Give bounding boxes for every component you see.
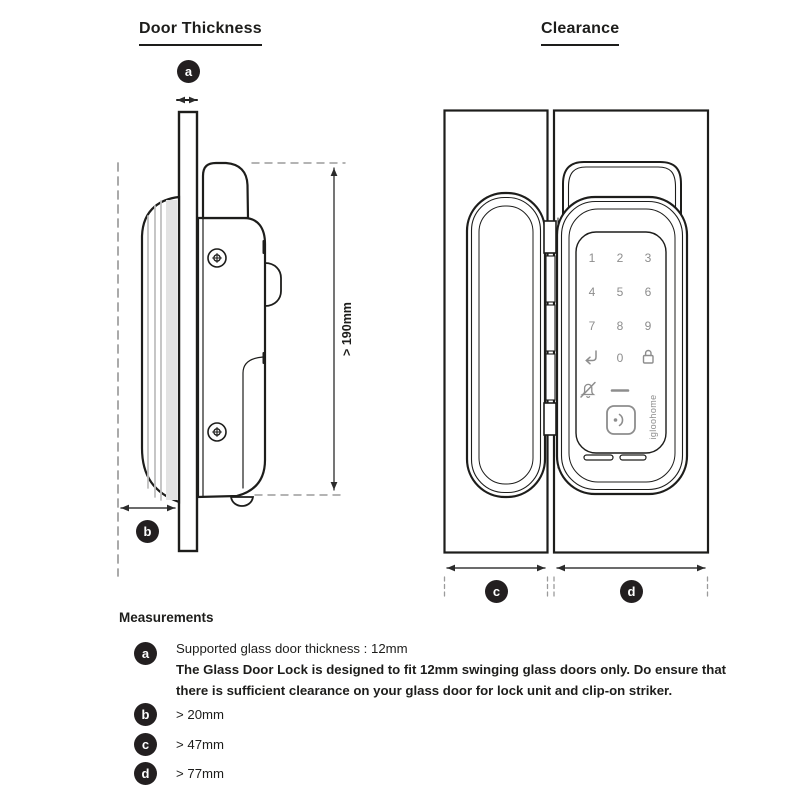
edge-detail-mark — [263, 240, 266, 254]
clamp-hook — [203, 163, 248, 218]
door-thickness-title: Door Thickness — [139, 20, 262, 46]
measurement-a-line1: Supported glass door thickness : 12mm — [176, 641, 408, 656]
glass-door-side — [179, 112, 197, 551]
height-dimension-label: > 190mm — [340, 302, 354, 356]
measurement-d-value: > 77mm — [176, 766, 225, 781]
key-8: 8 — [616, 319, 624, 333]
badge-d-legend: d — [134, 762, 157, 785]
bottom-slot — [584, 455, 613, 460]
rear-unit-shading-band — [166, 200, 177, 500]
side-view-diagram — [118, 100, 354, 576]
key-1: 1 — [588, 251, 596, 265]
key-7: 7 — [588, 319, 596, 333]
measurements-heading: Measurements — [119, 610, 214, 625]
brand-logo-text: igloohome — [648, 394, 658, 440]
key-3: 3 — [644, 251, 652, 265]
key-0: 0 — [616, 351, 624, 365]
badge-c-diagram: c — [485, 580, 508, 603]
measurement-b-value: > 20mm — [176, 707, 225, 722]
key-6: 6 — [644, 285, 652, 299]
dimension-ticks — [445, 577, 708, 596]
clip-on-striker — [467, 193, 545, 497]
badge-d-diagram: d — [620, 580, 643, 603]
key-2: 2 — [616, 251, 624, 265]
key-4: 4 — [588, 285, 596, 299]
clearance-title: Clearance — [541, 20, 619, 46]
key-9: 9 — [644, 319, 652, 333]
measurement-a-text — [176, 638, 726, 701]
measurement-a-line3: there is sufficient clearance on your glass door for lock unit and clip-on striker. — [176, 683, 673, 698]
key-5: 5 — [616, 285, 624, 299]
screw-icon — [208, 423, 226, 441]
measurement-a-line2: The Glass Door Lock is designed to fit 12mm swinging glass doors only. Do ensure that — [176, 662, 727, 677]
clearance-diagram — [445, 111, 709, 597]
edge-detail-mark — [263, 352, 266, 364]
bottom-foot — [231, 497, 253, 506]
latch-knob — [265, 263, 281, 306]
badge-a-diagram: a — [177, 60, 200, 83]
badge-c-legend: c — [134, 733, 157, 756]
badge-b-legend: b — [134, 703, 157, 726]
measurement-c-value: > 47mm — [176, 737, 225, 752]
bottom-slot — [620, 455, 646, 460]
screw-icon — [208, 249, 226, 267]
badge-b-diagram: b — [136, 520, 159, 543]
badge-a-legend: a — [134, 642, 157, 665]
